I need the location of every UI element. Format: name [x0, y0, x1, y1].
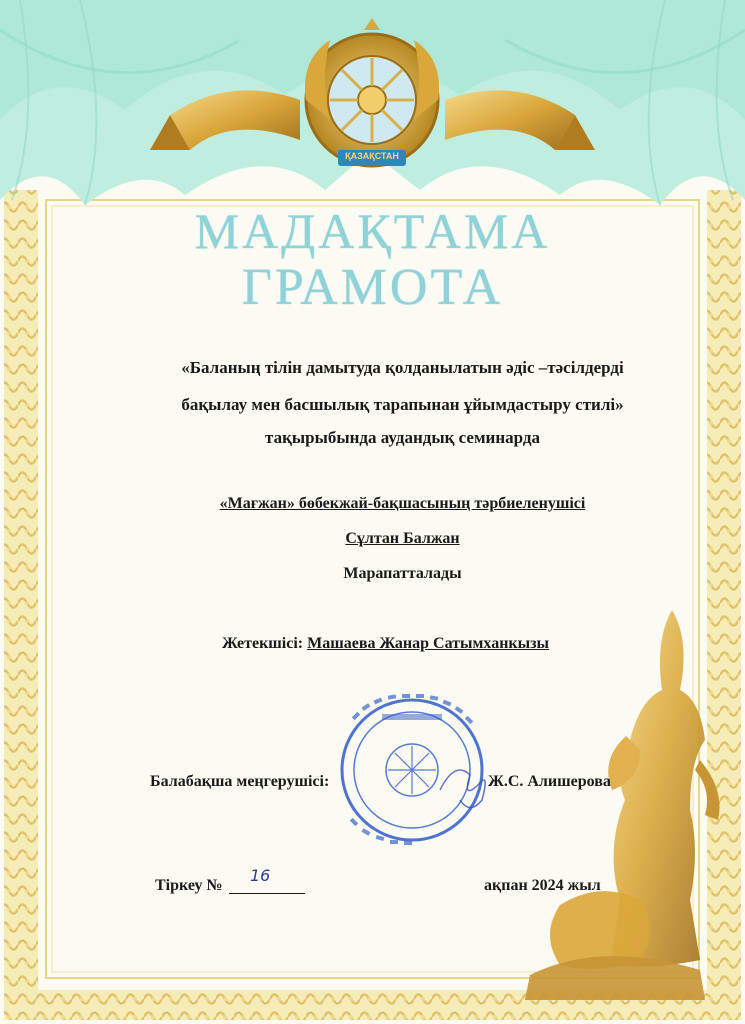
head-name: Ж.С. Алишерова	[488, 773, 611, 790]
recipient-organization: «Мағжан» бөбекжай-бақшасының тәрбиеленушісі	[219, 495, 586, 512]
registration-underline	[229, 893, 305, 894]
emblem-lettering: ҚАЗАҚСТАН	[345, 151, 399, 161]
head-label: Балабақша меңгерушісі:	[150, 773, 330, 790]
title-ru: ГРАМОТА	[241, 259, 504, 316]
body-line-1: «Баланың тілін дамытуда қолданылатын әдіс –тәсілдерді	[181, 358, 624, 377]
awarded-text: Марапатталады	[343, 565, 462, 582]
recipient-name: Сұлтан Балжан	[345, 530, 460, 547]
title-kz: МАДАҚТАМА	[194, 203, 551, 259]
supervisor-label: Жетекшісі:	[222, 635, 304, 652]
body-line-2: бақылау мен басшылық тарапынан ұйымдастыру стилі»	[181, 395, 624, 414]
registration-number: 16	[250, 866, 271, 885]
supervisor-name: Машаева Жанар Сатымханкызы	[307, 635, 550, 652]
body-line-3: тақырыбында аудандық семинарда	[265, 428, 540, 447]
issue-date: ақпан 2024 жыл	[484, 877, 601, 894]
registration-label: Тіркеу №	[155, 877, 223, 894]
